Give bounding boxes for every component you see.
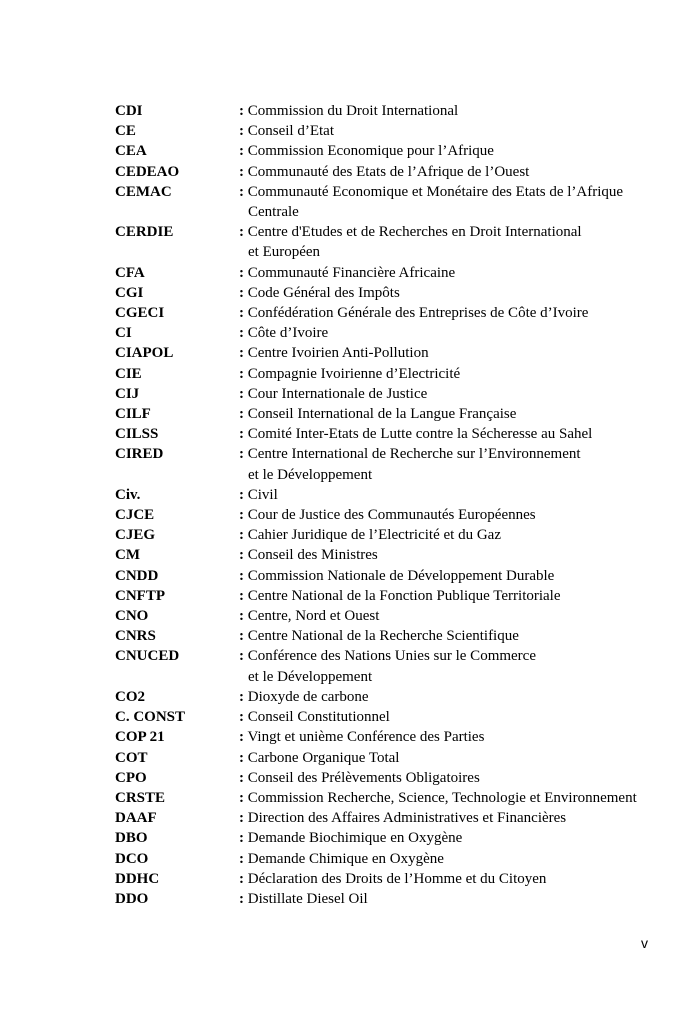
definition-separator: : bbox=[239, 890, 244, 907]
definition-separator: : bbox=[239, 183, 244, 200]
abbreviation-definition bbox=[239, 424, 685, 444]
definition-text: Confédération Générale des Entreprises de Côte d’Ivoire bbox=[247, 305, 589, 322]
abbreviation-row bbox=[115, 505, 685, 525]
definition-separator: : bbox=[239, 284, 244, 301]
abbreviation-term: CEA bbox=[115, 143, 147, 160]
definition-text: Côte d’Ivoire bbox=[247, 325, 329, 342]
abbreviation-row bbox=[115, 626, 685, 646]
abbreviation-term: CJEG bbox=[115, 527, 156, 544]
definition-text: Cour Internationale de Justice bbox=[247, 385, 428, 402]
abbreviation-row bbox=[115, 121, 685, 141]
definition-text: Direction des Affaires Administratives et Financières bbox=[247, 810, 567, 827]
abbreviation-term: CEDEAO bbox=[115, 163, 180, 180]
definition-text: Centre National de la Recherche Scientifique bbox=[247, 628, 519, 645]
abbreviation-definition bbox=[239, 889, 685, 909]
abbreviation-definition bbox=[239, 748, 685, 768]
page-number: v bbox=[641, 935, 648, 951]
abbreviation-definition bbox=[239, 626, 685, 646]
abbreviation-row bbox=[115, 222, 685, 262]
abbreviation-term: CILF bbox=[115, 406, 151, 423]
definition-separator: : bbox=[239, 325, 244, 342]
abbreviation-term: DAAF bbox=[115, 810, 157, 827]
definition-text: Cour de Justice des Communautés Européennes bbox=[247, 507, 536, 524]
abbreviation-term: C. CONST bbox=[115, 709, 186, 726]
definition-text: Carbone Organique Total bbox=[247, 749, 400, 766]
definition-text: Commission du Droit International bbox=[247, 103, 459, 119]
definition-text: Conseil International de la Langue Française bbox=[247, 406, 517, 423]
definition-separator: : bbox=[239, 567, 244, 584]
abbreviation-term: CGI bbox=[115, 284, 144, 301]
abbreviation-definition bbox=[239, 505, 685, 525]
definition-text: Commission Economique pour l’Afrique bbox=[247, 143, 494, 160]
abbreviation-definition bbox=[239, 828, 685, 848]
definition-continuation: Centrale bbox=[248, 204, 299, 221]
abbreviation-definition bbox=[239, 808, 685, 828]
abbreviation-row bbox=[115, 141, 685, 161]
definition-separator: : bbox=[239, 507, 244, 524]
definition-separator: : bbox=[239, 103, 244, 119]
definition-separator: : bbox=[239, 628, 244, 645]
abbreviation-term: CE bbox=[115, 123, 136, 140]
abbreviation-row bbox=[115, 323, 685, 343]
abbreviation-definition bbox=[239, 303, 685, 323]
abbreviation-definition bbox=[239, 646, 685, 686]
abbreviation-row bbox=[115, 263, 685, 283]
abbreviation-definition bbox=[239, 404, 685, 424]
abbreviation-term: CERDIE bbox=[115, 224, 174, 241]
abbreviation-term: DDO bbox=[115, 890, 149, 907]
abbreviation-row bbox=[115, 828, 685, 848]
abbreviation-row bbox=[115, 525, 685, 545]
definition-text: Demande Biochimique en Oxygène bbox=[247, 830, 463, 847]
definition-text: Communauté Financière Africaine bbox=[247, 264, 456, 281]
abbreviation-term: CIJ bbox=[115, 385, 140, 402]
definition-separator: : bbox=[239, 426, 244, 443]
abbreviation-row bbox=[115, 849, 685, 869]
abbreviation-term: CO2 bbox=[115, 688, 145, 705]
definition-separator: : bbox=[239, 264, 244, 281]
definition-separator: : bbox=[239, 870, 244, 887]
abbreviation-row bbox=[115, 182, 685, 222]
abbreviation-definition bbox=[239, 727, 685, 747]
abbreviation-row bbox=[115, 889, 685, 909]
abbreviation-term: CIE bbox=[115, 365, 142, 382]
definition-text: Comité Inter-Etats de Lutte contre la Sécheresse au Sahel bbox=[247, 426, 593, 443]
abbreviation-term: CI bbox=[115, 325, 132, 342]
abbreviation-definition bbox=[239, 788, 685, 808]
abbreviation-definition bbox=[239, 121, 685, 141]
abbreviation-row bbox=[115, 162, 685, 182]
abbreviation-row bbox=[115, 384, 685, 404]
definition-separator: : bbox=[239, 688, 244, 705]
abbreviation-term: CDI bbox=[115, 103, 143, 119]
definition-separator: : bbox=[239, 587, 244, 604]
abbreviation-list bbox=[115, 101, 685, 909]
abbreviation-definition bbox=[239, 586, 685, 606]
definition-text: Centre International de Recherche sur l’Environnement bbox=[247, 446, 581, 463]
abbreviation-term: CFA bbox=[115, 264, 145, 281]
abbreviation-row bbox=[115, 485, 685, 505]
definition-text: Conseil d’Etat bbox=[247, 123, 334, 140]
abbreviation-definition bbox=[239, 545, 685, 565]
definition-separator: : bbox=[239, 406, 244, 423]
definition-separator: : bbox=[239, 547, 244, 564]
abbreviation-definition bbox=[239, 485, 685, 505]
definition-separator: : bbox=[239, 385, 244, 402]
definition-separator: : bbox=[239, 163, 244, 180]
abbreviation-row bbox=[115, 869, 685, 889]
abbreviation-definition bbox=[239, 768, 685, 788]
abbreviation-term: CEMAC bbox=[115, 183, 172, 200]
definition-text: Dioxyde de carbone bbox=[247, 688, 369, 705]
abbreviation-term: CNO bbox=[115, 608, 149, 625]
abbreviation-definition bbox=[239, 263, 685, 283]
definition-text: Centre National de la Fonction Publique Territoriale bbox=[247, 587, 561, 604]
definition-separator: : bbox=[239, 446, 244, 463]
abbreviation-term: CJCE bbox=[115, 507, 155, 524]
abbreviation-definition bbox=[239, 222, 685, 262]
definition-separator: : bbox=[239, 527, 244, 544]
abbreviation-row bbox=[115, 586, 685, 606]
abbreviation-row bbox=[115, 727, 685, 747]
abbreviation-term: CIRED bbox=[115, 446, 164, 463]
abbreviation-definition bbox=[239, 101, 685, 121]
abbreviation-row bbox=[115, 101, 685, 121]
abbreviation-definition bbox=[239, 182, 685, 222]
abbreviation-row bbox=[115, 768, 685, 788]
definition-separator: : bbox=[239, 830, 244, 847]
abbreviation-definition bbox=[239, 869, 685, 889]
abbreviation-term: CILSS bbox=[115, 426, 159, 443]
abbreviation-definition bbox=[239, 525, 685, 545]
abbreviation-term: CPO bbox=[115, 769, 147, 786]
definition-separator: : bbox=[239, 769, 244, 786]
definition-text: Centre, Nord et Ouest bbox=[247, 608, 380, 625]
definition-text: Civil bbox=[247, 486, 278, 503]
definition-separator: : bbox=[239, 486, 244, 503]
definition-text: Commission Recherche, Science, Technologie et Environnement bbox=[247, 789, 637, 806]
abbreviation-definition bbox=[239, 849, 685, 869]
abbreviation-term: CNUCED bbox=[115, 648, 180, 665]
abbreviation-row bbox=[115, 566, 685, 586]
abbreviation-term: DBO bbox=[115, 830, 148, 847]
abbreviation-row bbox=[115, 364, 685, 384]
abbreviation-definition bbox=[239, 364, 685, 384]
definition-text: Conseil des Prélèvements Obligatoires bbox=[247, 769, 480, 786]
abbreviation-term: CM bbox=[115, 547, 140, 564]
abbreviation-row bbox=[115, 283, 685, 303]
definition-text: Demande Chimique en Oxygène bbox=[247, 850, 444, 867]
abbreviation-row bbox=[115, 808, 685, 828]
definition-separator: : bbox=[239, 648, 244, 665]
abbreviation-row bbox=[115, 343, 685, 363]
abbreviation-row bbox=[115, 788, 685, 808]
abbreviation-term: CNDD bbox=[115, 567, 159, 584]
definition-separator: : bbox=[239, 749, 244, 766]
abbreviation-row bbox=[115, 646, 685, 686]
abbreviation-definition bbox=[239, 141, 685, 161]
abbreviation-row bbox=[115, 424, 685, 444]
abbreviation-term: DCO bbox=[115, 850, 149, 867]
abbreviation-definition bbox=[239, 283, 685, 303]
abbreviation-term: COP 21 bbox=[115, 729, 165, 746]
definition-separator: : bbox=[239, 345, 244, 362]
abbreviation-definition bbox=[239, 384, 685, 404]
abbreviation-term: CGECI bbox=[115, 305, 165, 322]
abbreviation-definition bbox=[239, 566, 685, 586]
abbreviation-row bbox=[115, 444, 685, 484]
abbreviation-row bbox=[115, 303, 685, 323]
abbreviation-row bbox=[115, 748, 685, 768]
definition-text: Distillate Diesel Oil bbox=[247, 890, 368, 907]
abbreviation-definition bbox=[239, 444, 685, 484]
definition-continuation: et le Développement bbox=[248, 466, 373, 483]
abbreviation-row bbox=[115, 545, 685, 565]
definition-text: Centre Ivoirien Anti-Pollution bbox=[247, 345, 429, 362]
definition-text: Vingt et unième Conférence des Parties bbox=[247, 729, 485, 746]
definition-separator: : bbox=[239, 789, 244, 806]
definition-continuation: et Européen bbox=[248, 244, 321, 261]
abbreviation-term: DDHC bbox=[115, 870, 160, 887]
definition-text: Code Général des Impôts bbox=[247, 284, 400, 301]
definition-separator: : bbox=[239, 729, 244, 746]
abbreviation-definition bbox=[239, 687, 685, 707]
definition-text: Déclaration des Droits de l’Homme et du Citoyen bbox=[247, 870, 547, 887]
abbreviation-definition bbox=[239, 606, 685, 626]
definition-separator: : bbox=[239, 123, 244, 140]
definition-text: Conseil des Ministres bbox=[247, 547, 378, 564]
abbreviation-row bbox=[115, 687, 685, 707]
definition-text: Compagnie Ivoirienne d’Electricité bbox=[247, 365, 461, 382]
abbreviation-term: CNRS bbox=[115, 628, 156, 645]
abbreviation-row bbox=[115, 707, 685, 727]
abbreviation-definition bbox=[239, 707, 685, 727]
definition-text: Conférence des Nations Unies sur le Commerce bbox=[247, 648, 536, 665]
definition-text: Communauté Economique et Monétaire des Etats de l’Afrique bbox=[247, 183, 624, 200]
definition-continuation: et le Développement bbox=[248, 668, 373, 685]
abbreviation-term: CIAPOL bbox=[115, 345, 174, 362]
definition-separator: : bbox=[239, 143, 244, 160]
abbreviation-row bbox=[115, 404, 685, 424]
abbreviation-definition bbox=[239, 323, 685, 343]
definition-text: Conseil Constitutionnel bbox=[247, 709, 390, 726]
definition-separator: : bbox=[239, 810, 244, 827]
abbreviation-term: CRSTE bbox=[115, 789, 166, 806]
definition-text: Cahier Juridique de l’Electricité et du Gaz bbox=[247, 527, 501, 544]
abbreviation-definition bbox=[239, 162, 685, 182]
definition-text: Communauté des Etats de l’Afrique de l’Ouest bbox=[247, 163, 530, 180]
abbreviation-term: COT bbox=[115, 749, 148, 766]
definition-separator: : bbox=[239, 365, 244, 382]
definition-separator: : bbox=[239, 305, 244, 322]
definition-separator: : bbox=[239, 709, 244, 726]
definition-text: Commission Nationale de Développement Durable bbox=[247, 567, 555, 584]
abbreviation-term: CNFTP bbox=[115, 587, 165, 604]
abbreviation-term: Civ. bbox=[115, 486, 141, 503]
abbreviation-definition bbox=[239, 343, 685, 363]
definition-separator: : bbox=[239, 608, 244, 625]
definition-separator: : bbox=[239, 224, 244, 241]
abbreviation-row bbox=[115, 606, 685, 626]
definition-separator: : bbox=[239, 850, 244, 867]
definition-text: Centre d'Etudes et de Recherches en Droit International bbox=[247, 224, 582, 241]
